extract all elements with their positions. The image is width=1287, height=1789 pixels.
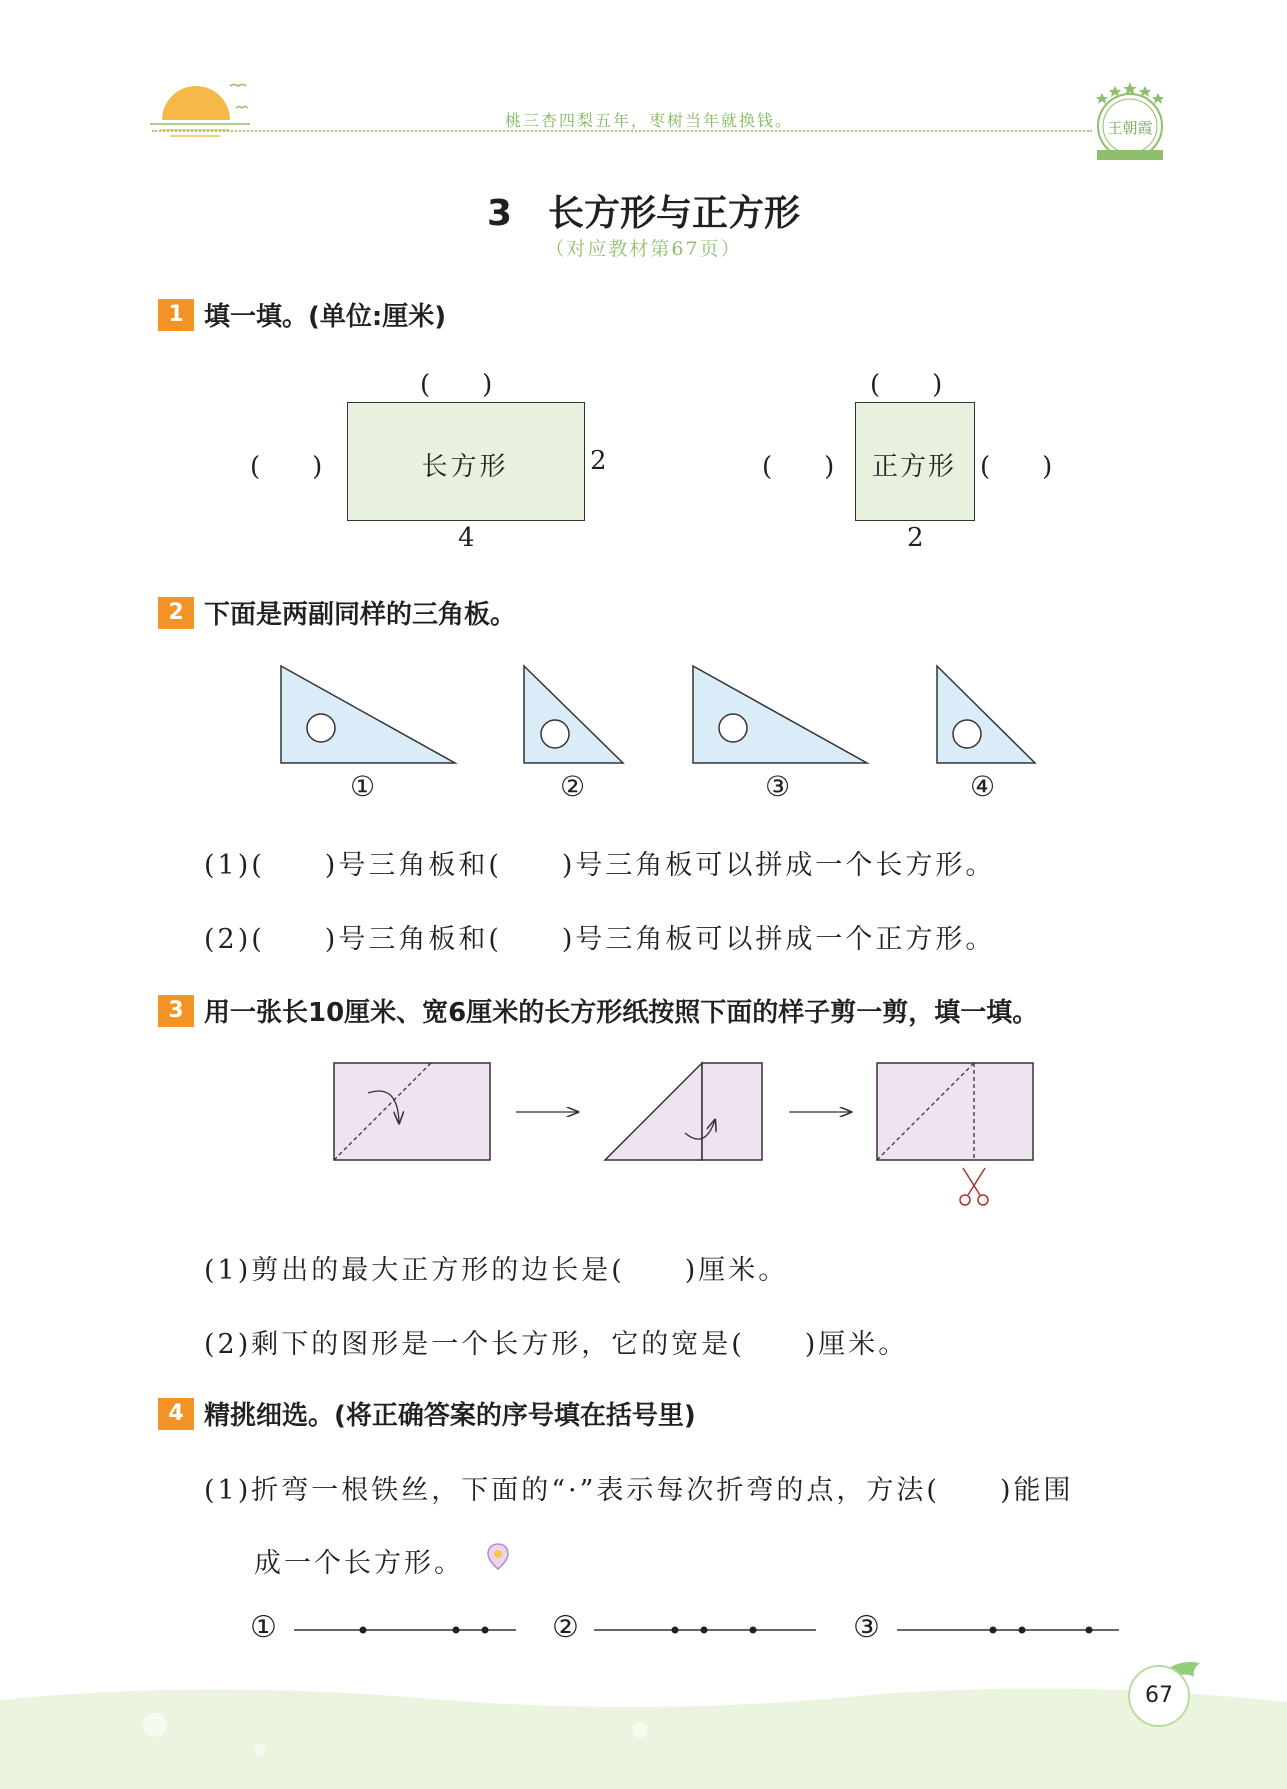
header-motto: 桃三杏四梨五年，枣树当年就换钱。 xyxy=(505,111,794,130)
hint-pin-icon xyxy=(486,1542,510,1572)
question-4-item-1-line-2: 成一个长方形。 xyxy=(254,1548,464,1579)
question-4-header xyxy=(158,1395,696,1432)
rectangle-length-value: 4 xyxy=(458,523,475,553)
square-side-value: 2 xyxy=(907,523,924,553)
option-3-label: ③ xyxy=(853,1610,880,1645)
question-number-badge: 4 xyxy=(158,1398,194,1430)
sunset-logo-icon xyxy=(150,80,250,150)
brand-badge-icon xyxy=(1085,78,1175,168)
square-left-blank: ( ) xyxy=(762,452,835,482)
square-top-blank: ( ) xyxy=(870,370,943,400)
triangle-ruler-1 xyxy=(281,666,455,763)
paper-folding-figure xyxy=(320,1055,1050,1215)
paper-step-2-folded xyxy=(605,1063,702,1160)
triangle-label-2: ② xyxy=(560,770,586,803)
question-4-item-1-line-1: (1)折弯一根铁丝，下面的“·”表示每次折弯的点，方法( )能围 xyxy=(204,1475,1074,1506)
triangle-label-4: ④ xyxy=(970,770,996,803)
question-2-prompt: 下面是两副同样的三角板。 xyxy=(204,600,517,630)
triangle-label-1: ① xyxy=(350,770,376,803)
triangle-rulers-figure xyxy=(270,660,1050,770)
textbook-reference: （对应教材第67页） xyxy=(545,238,742,260)
rectangle-label: 长方形 xyxy=(421,452,509,482)
question-3-item-2: (2)剩下的图形是一个长方形，它的宽是( )厘米。 xyxy=(204,1329,909,1360)
square-right-blank: ( ) xyxy=(980,452,1053,482)
scissors-icon xyxy=(960,1168,988,1205)
lesson-title: 长方形与正方形 xyxy=(548,193,801,234)
question-number-badge: 2 xyxy=(158,597,194,629)
triangle-ruler-2 xyxy=(524,666,623,763)
paper-step-1 xyxy=(334,1063,490,1160)
triangle-ruler-3 xyxy=(693,666,867,763)
option-1-label: ① xyxy=(250,1610,277,1645)
badge-text: 王朝霞 xyxy=(1107,119,1153,137)
footer-decoration xyxy=(0,1680,1287,1789)
page-number: 67 xyxy=(1128,1665,1190,1727)
rect-left-blank: ( ) xyxy=(250,452,323,482)
page-title xyxy=(0,185,1287,236)
question-number-badge: 1 xyxy=(158,299,194,331)
question-3-item-1: (1)剪出的最大正方形的边长是( )厘米。 xyxy=(204,1255,789,1286)
question-number-badge: 3 xyxy=(158,995,194,1027)
triangle-label-3: ③ xyxy=(765,770,791,803)
question-2-header xyxy=(158,594,516,631)
question-1-header xyxy=(158,296,446,333)
wire-bending-options-figure xyxy=(290,1620,1130,1640)
question-2-item-2: (2)( )号三角板和( )号三角板可以拼成一个正方形。 xyxy=(204,924,996,955)
paper-step-3 xyxy=(877,1063,1033,1160)
question-4-prompt: 精挑细选。(将正确答案的序号填在括号里) xyxy=(204,1401,696,1431)
rectangle-width-value: 2 xyxy=(590,446,607,476)
triangle-ruler-4 xyxy=(937,666,1035,763)
option-2-label: ② xyxy=(552,1610,579,1645)
question-2-item-1: (1)( )号三角板和( )号三角板可以拼成一个长方形。 xyxy=(204,850,996,881)
question-3-header xyxy=(158,992,1038,1029)
lesson-number: 3 xyxy=(486,193,513,234)
rect-top-blank: ( ) xyxy=(420,370,493,400)
question-1-prompt: 填一填。(单位:厘米) xyxy=(204,302,447,332)
square-label: 正方形 xyxy=(871,452,956,482)
question-3-prompt: 用一张长10厘米、宽6厘米的长方形纸按照下面的样子剪一剪，填一填。 xyxy=(204,998,1039,1028)
